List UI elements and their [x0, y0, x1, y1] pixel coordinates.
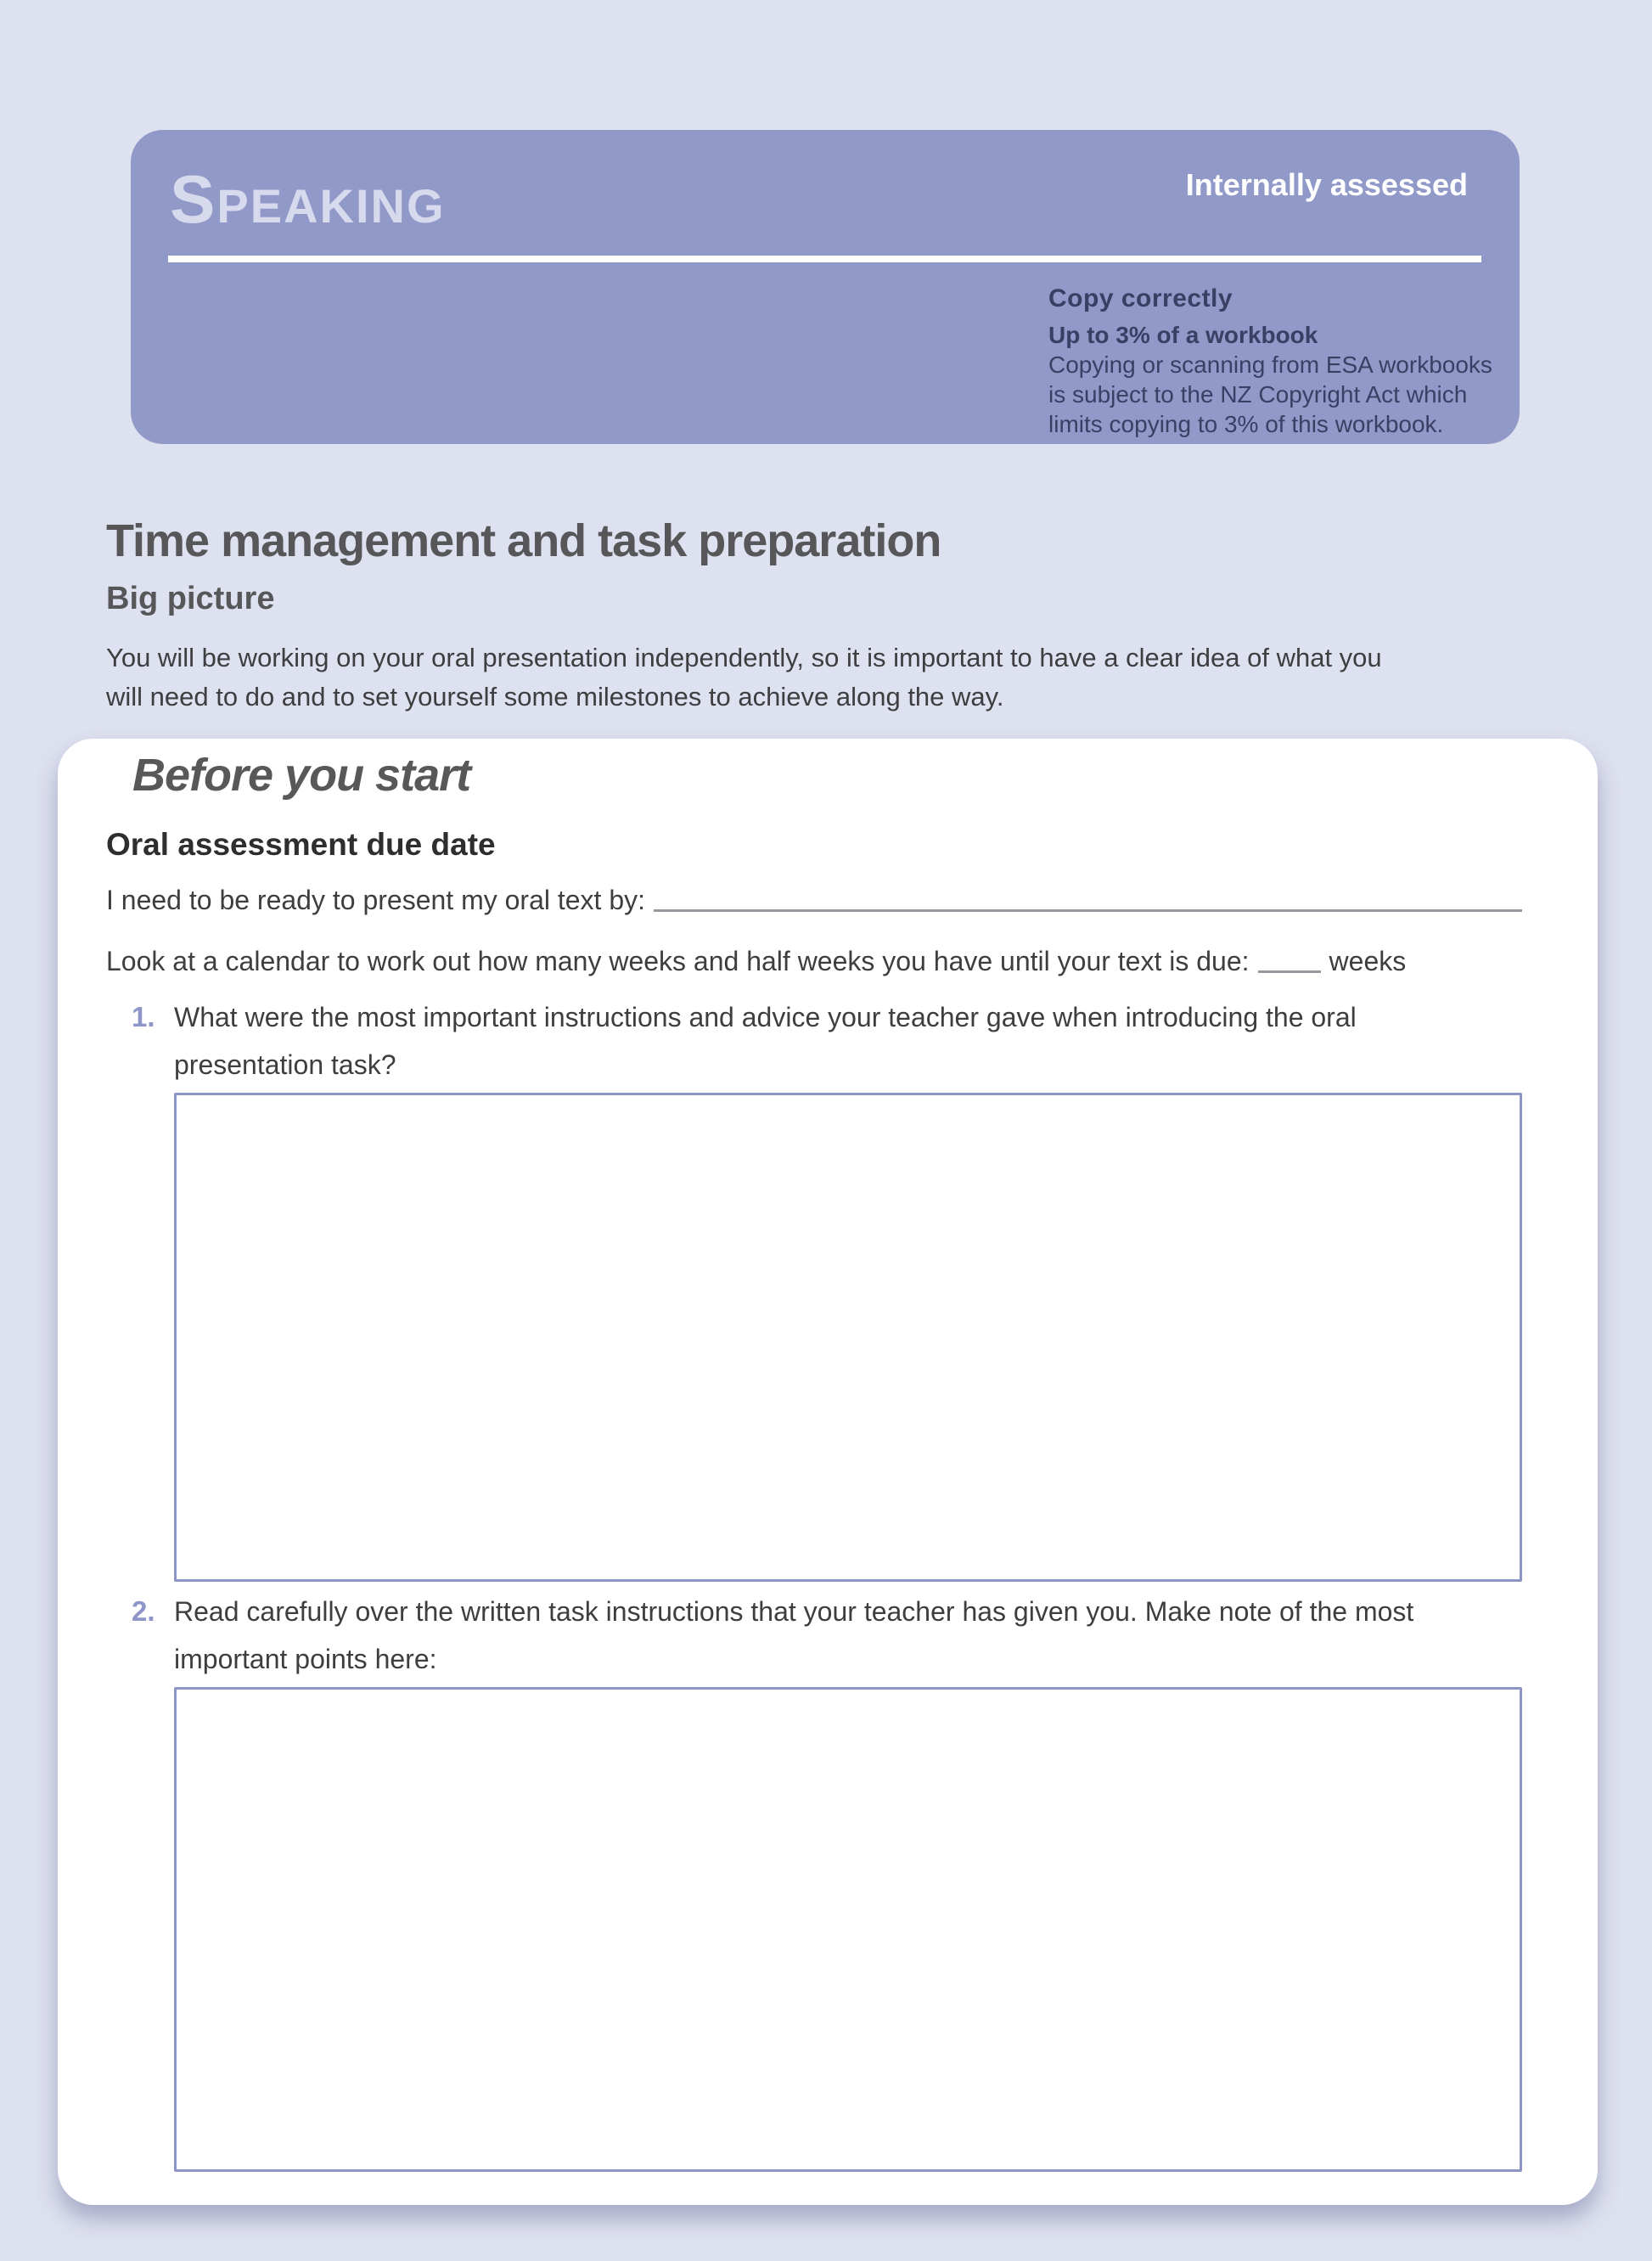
question-number: 2. [132, 1595, 155, 1627]
weeks-prompt: Look at a calendar to work out how many weeks and half weeks you have until your text is due: [106, 946, 1250, 976]
copyright-line: limits copying to 3% of this workbook. [1048, 411, 1444, 437]
question-item-2 [132, 1588, 1413, 1683]
copyright-subtitle: Up to 3% of a workbook [1048, 322, 1318, 348]
answer-box-1[interactable] [174, 1093, 1522, 1582]
due-date-blank[interactable] [654, 909, 1522, 912]
question-text [174, 993, 1357, 1088]
due-date-prompt: I need to be ready to present my oral text by: [106, 885, 646, 915]
intro-paragraph [106, 638, 1382, 717]
question-number: 1. [132, 1001, 155, 1032]
page-title-initial: S [170, 161, 217, 237]
question-line: important points here: [174, 1644, 437, 1674]
page-title-rest: PEAKING [216, 179, 446, 233]
copyright-title: Copy correctly [1048, 284, 1233, 312]
weeks-blank[interactable] [1258, 970, 1321, 973]
copyright-line: is subject to the NZ Copyright Act which [1048, 381, 1468, 408]
weeks-row [106, 942, 1522, 980]
question-line: presentation task? [174, 1049, 396, 1080]
weeks-suffix: weeks [1329, 946, 1407, 976]
copyright-note [1048, 284, 1498, 439]
question-item-1 [132, 993, 1357, 1088]
due-date-row [106, 881, 1522, 919]
answer-box-2[interactable] [174, 1687, 1522, 2172]
intro-line: You will be working on your oral presentation independently, so it is important to have a clear idea of what you [106, 643, 1382, 672]
header-banner [131, 130, 1520, 444]
due-date-heading: Oral assessment due date [106, 827, 496, 862]
question-line: What were the most important instructions and advice your teacher gave when introducing the oral [174, 1002, 1357, 1032]
copyright-line: Copying or scanning from ESA workbooks [1048, 352, 1492, 378]
question-text [174, 1588, 1413, 1683]
section-heading: Time management and task preparation [106, 515, 941, 566]
question-line: Read carefully over the written task instructions that your teacher has given you. Make note of the most [174, 1596, 1414, 1627]
intro-line: will need to do and to set yourself some milestones to achieve along the way. [106, 682, 1004, 711]
card-title: Before you start [132, 750, 471, 801]
header-divider [168, 256, 1481, 262]
assessment-type-label: Internally assessed [1185, 167, 1468, 202]
page-title [170, 160, 446, 239]
before-you-start-card [58, 739, 1598, 2205]
section-subheading: Big picture [106, 581, 275, 616]
